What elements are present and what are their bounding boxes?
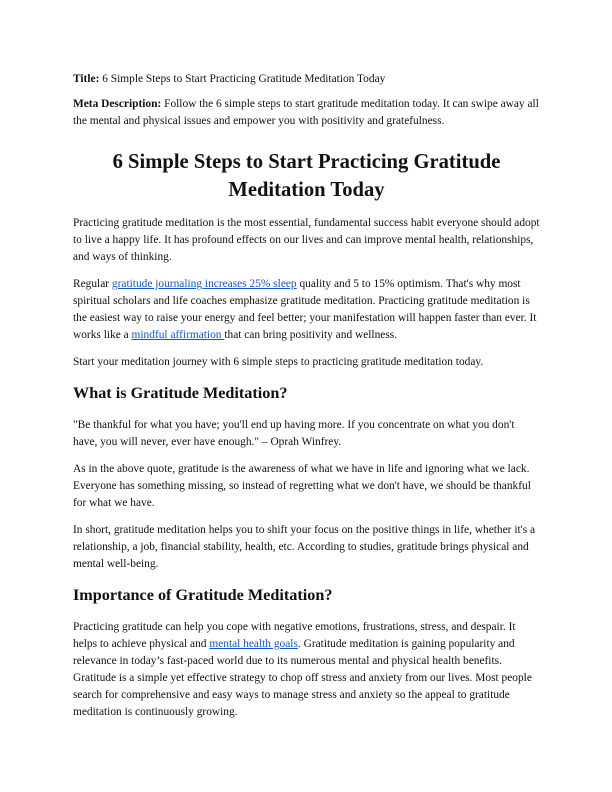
importance-paragraph bbox=[73, 619, 540, 721]
meta-title-value: 6 Simple Steps to Start Practicing Gratitude Meditation Today bbox=[102, 73, 386, 85]
paragraph-text: Practicing gratitude can help you cope with negative emotions, frustrations, stress, and despair. It helps to achieve physical and bbox=[73, 621, 516, 650]
journaling-paragraph bbox=[73, 276, 540, 344]
article-title: 6 Simple Steps to Start Practicing Gratitude Meditation Today bbox=[112, 151, 501, 201]
paragraph-text: Regular bbox=[73, 278, 112, 290]
meta-description bbox=[73, 96, 540, 130]
journey-paragraph: Start your meditation journey with 6 simple steps to practicing gratitude meditation today. bbox=[73, 356, 484, 368]
awareness-paragraph: As in the above quote, gratitude is the awareness of what we have in life and ignoring what we lack. Everyone has something missing, so instead of regretting what we don't have, we should be thankful for what we have. bbox=[73, 463, 531, 509]
section-heading-what-is: What is Gratitude Meditation? bbox=[73, 384, 288, 402]
meta-title-label: Title: bbox=[73, 73, 100, 85]
meta-title bbox=[73, 71, 540, 88]
mindful-affirmation-link[interactable]: mindful affirmation bbox=[131, 329, 225, 341]
meta-description-label: Meta Description: bbox=[73, 98, 162, 110]
meta-description-value: Follow the 6 simple steps to start gratitude meditation today. It can swipe away all the mental and physical issues and empower you with positivity and gratefulness. bbox=[73, 98, 539, 127]
paragraph-text: that can bring positivity and wellness. bbox=[224, 329, 398, 341]
mental-health-goals-link[interactable]: mental health goals bbox=[209, 638, 298, 650]
paragraph-text: . Gratitude meditation is gaining popularity and relevance in today’s fast-paced world due to its numerous mental and physical health benefits. Gratitude is a simple yet effective strategy to chop off stress and anxiety from our lives. Most people search for comprehensive and easy ways to manage stress and anxiety so the appeal to gratitude meditation is continuously growing. bbox=[73, 638, 532, 718]
gratitude-journaling-link[interactable]: gratitude journaling increases 25% sleep bbox=[111, 278, 297, 290]
quote-paragraph: "Be thankful for what you have; you'll end up having more. If you concentrate on what you don't have, you will never, ever have enough." – Oprah Winfrey. bbox=[73, 419, 515, 448]
paragraph-text: quality and 5 to 15% optimism. That's why most spiritual scholars and life coaches emphasize gratitude meditation. Practicing gratitude meditation is the easiest way to raise your energy and feel better; your manifestation will happen faster than ever. It works like a bbox=[73, 278, 537, 341]
section-heading-importance: Importance of Gratitude Meditation? bbox=[73, 586, 333, 604]
intro-paragraph: Practicing gratitude meditation is the most essential, fundamental success habit everyone should adopt to live a happy life. It has profound effects on our lives and can improve mental health, relationships, and ways of thinking. bbox=[73, 217, 540, 263]
summary-paragraph: In short, gratitude meditation helps you to shift your focus on the positive things in life, whether it's a relationship, a job, financial stability, health, etc. According to studies, gratitude brings physical and mental well-being. bbox=[73, 524, 536, 570]
